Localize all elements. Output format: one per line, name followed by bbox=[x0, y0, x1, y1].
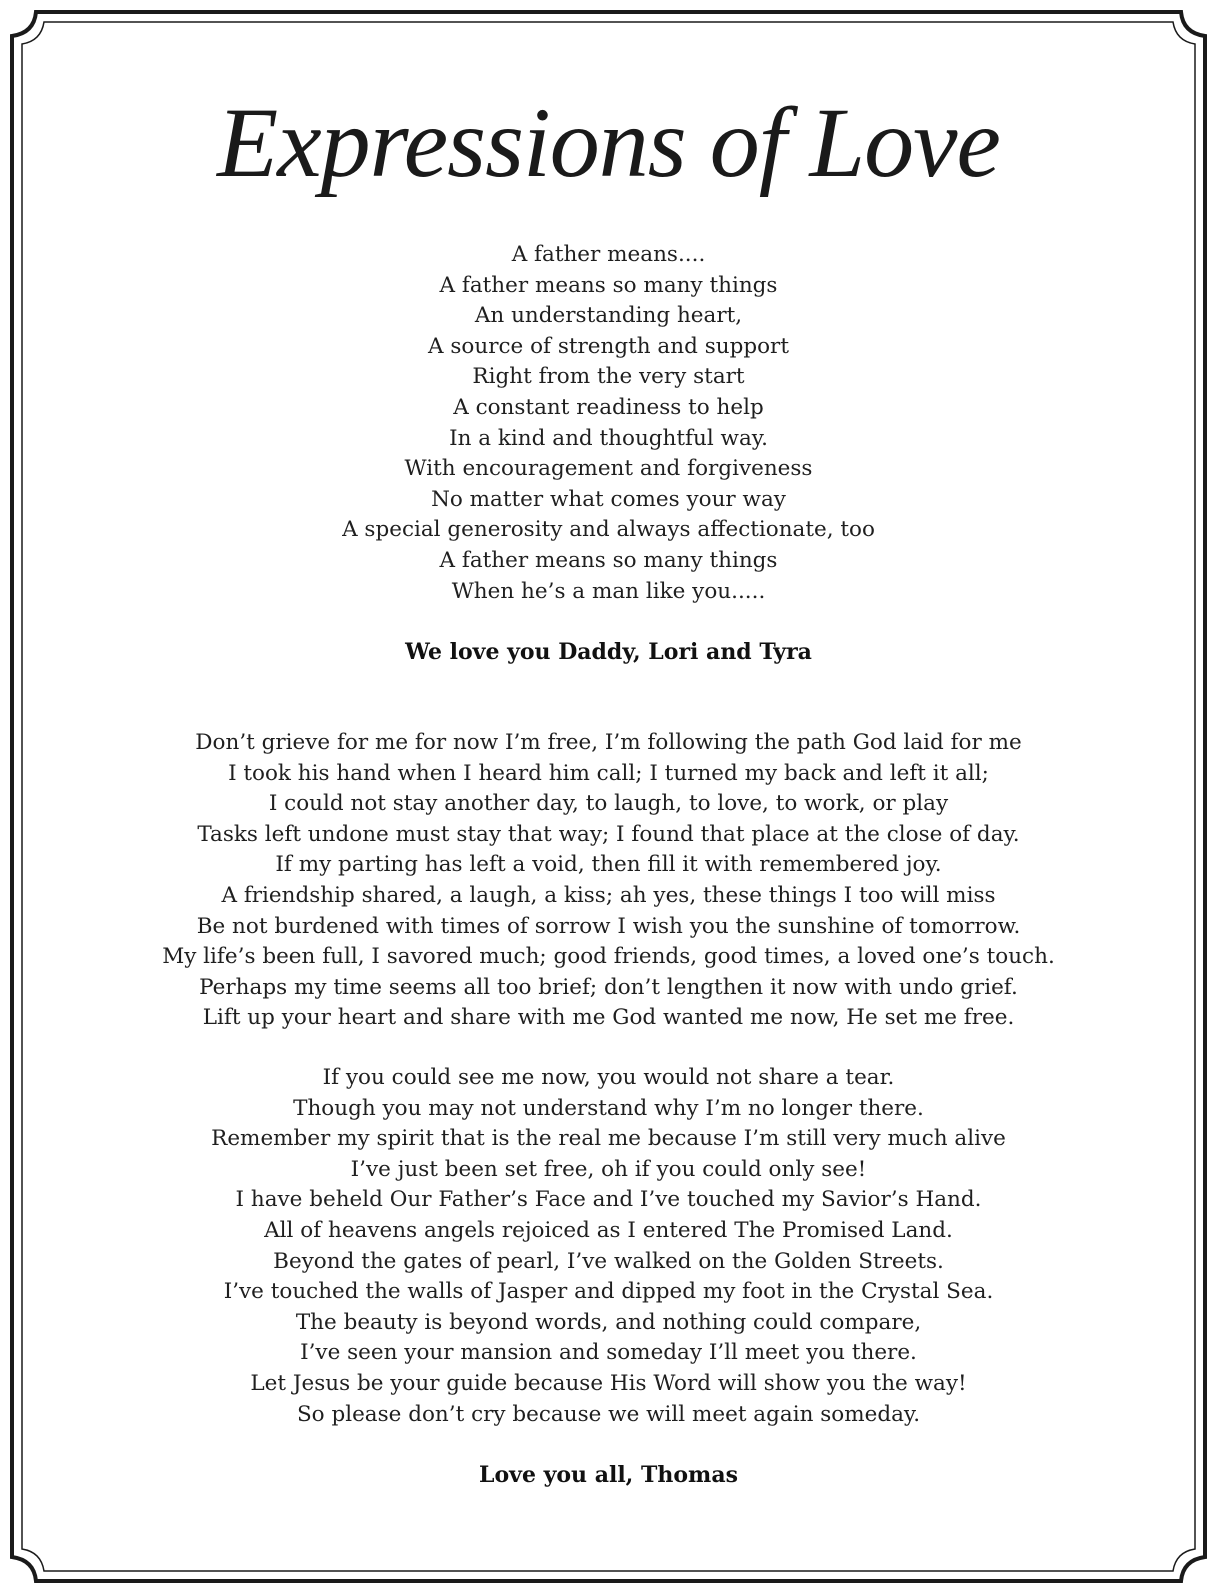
page-title: Expressions of Love bbox=[217, 87, 1000, 198]
poem-line: A special generosity and always affectionate, too bbox=[342, 517, 875, 543]
poem-line: Though you may not understand why I’m no longer there. bbox=[293, 1095, 924, 1121]
poem-line: Right from the very start bbox=[472, 364, 745, 390]
poem-line: My life’s been full, I savored much; good friends, good times, a loved one’s touch. bbox=[162, 944, 1055, 970]
poem-line: A father means so many things bbox=[439, 272, 778, 298]
signature-thomas bbox=[0, 1460, 1217, 1490]
poem-line: No matter what comes your way bbox=[431, 486, 786, 512]
poem-line: Don’t grieve for me for now I’m free, I’m following the path God laid for me bbox=[195, 730, 1022, 755]
poem-line: I’ve touched the walls of Jasper and dipped my foot in the Crystal Sea. bbox=[223, 1279, 994, 1305]
signature-text: We love you Daddy, Lori and Tyra bbox=[405, 639, 812, 665]
poem-line: A father means so many things bbox=[439, 547, 778, 573]
poem-line: An understanding heart, bbox=[474, 303, 743, 329]
poem-if-you-could-see-me bbox=[0, 1063, 1217, 1430]
poem-line: I took his hand when I heard him call; I turned my back and left it all; bbox=[228, 760, 989, 786]
poem-line: With encouragement and forgiveness bbox=[404, 456, 813, 482]
poem-father-means bbox=[0, 240, 1217, 607]
poem-line: A source of strength and support bbox=[428, 333, 789, 359]
poem-line: If you could see me now, you would not share a tear. bbox=[322, 1065, 895, 1090]
poem-line: The beauty is beyond words, and nothing could compare, bbox=[295, 1309, 922, 1335]
poem-line: A father means.... bbox=[511, 242, 706, 267]
poem-line: Beyond the gates of pearl, I’ve walked on the Golden Streets. bbox=[273, 1248, 944, 1274]
poem-line: Lift up your heart and share with me God wanted me now, He set me free. bbox=[202, 1005, 1015, 1031]
poem-line: In a kind and thoughtful way. bbox=[449, 425, 768, 451]
poem-dont-grieve bbox=[0, 728, 1217, 1034]
poem-line: Tasks left undone must stay that way; I found that place at the close of day. bbox=[197, 821, 1020, 847]
poem-line: When he’s a man like you..... bbox=[451, 578, 766, 604]
poem-line: Remember my spirit that is the real me because I’m still very much alive bbox=[211, 1126, 1006, 1152]
poem-line: I’ve just been set free, oh if you could only see! bbox=[350, 1156, 867, 1182]
poem-line: I could not stay another day, to laugh, to love, to work, or play bbox=[268, 791, 949, 817]
poem-line: Let Jesus be your guide because His Word will show you the way! bbox=[250, 1370, 967, 1396]
poem-line: If my parting has left a void, then fill it with remembered joy. bbox=[275, 852, 942, 878]
signature-daddy bbox=[0, 637, 1217, 667]
poem-line: So please don’t cry because we will meet again someday. bbox=[296, 1401, 921, 1427]
poem-line: I have beheld Our Father’s Face and I’ve touched my Savior’s Hand. bbox=[235, 1187, 982, 1213]
poem-line: All of heavens angels rejoiced as I entered The Promised Land. bbox=[264, 1217, 953, 1243]
signature-text: Love you all, Thomas bbox=[479, 1462, 738, 1488]
poem-line: I’ve seen your mansion and someday I’ll meet you there. bbox=[300, 1340, 917, 1366]
poem-line: A friendship shared, a laugh, a kiss; ah yes, these things I too will miss bbox=[221, 882, 996, 908]
poem-line: Be not burdened with times of sorrow I wish you the sunshine of tomorrow. bbox=[196, 913, 1021, 939]
poem-line: Perhaps my time seems all too brief; don’t lengthen it now with undo grief. bbox=[199, 974, 1018, 1000]
poem-line: A constant readiness to help bbox=[453, 394, 764, 420]
